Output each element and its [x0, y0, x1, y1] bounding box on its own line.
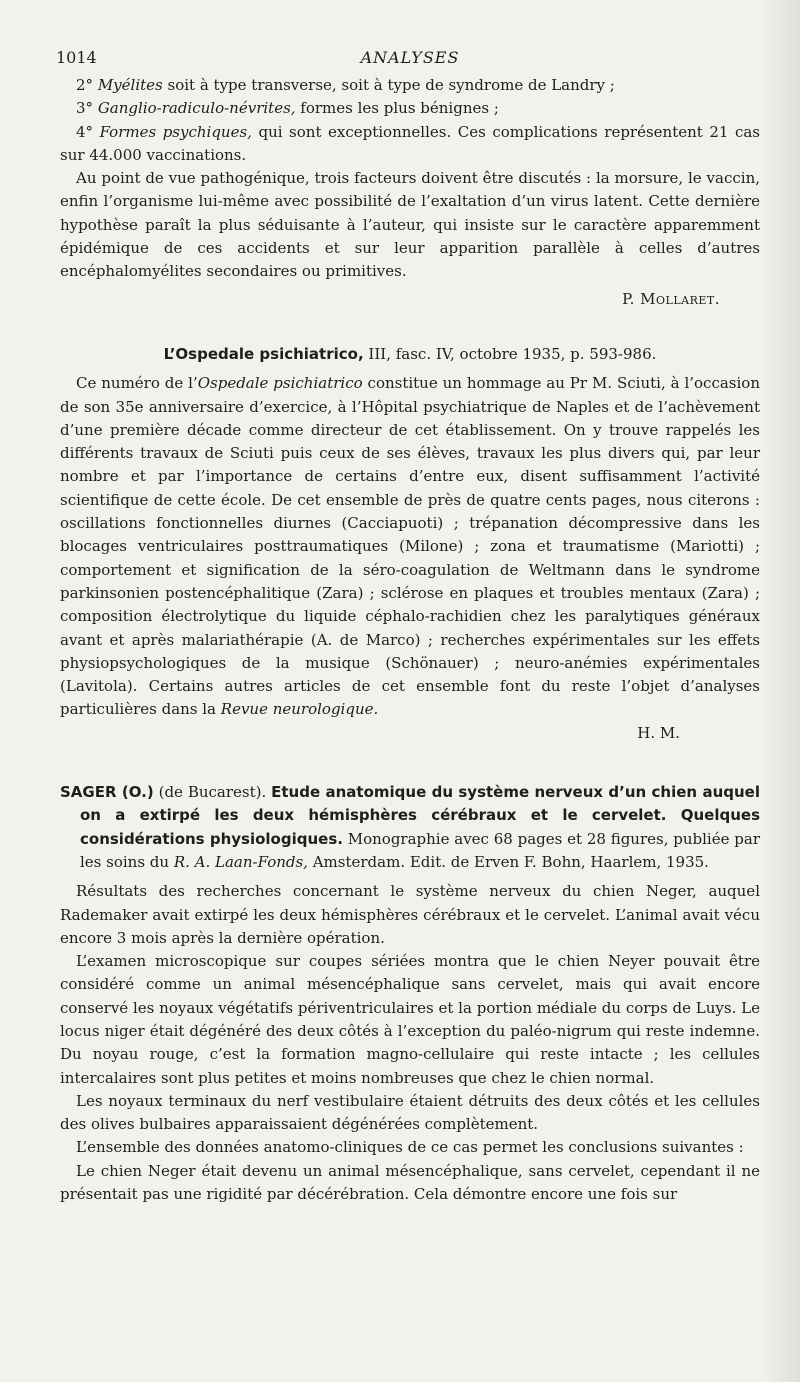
article-title: Etude anatomique du système nerveux d’un chien auquel on a extirpé les deux hémisphères cérébraux et le cervelet. Quelques considérations physiologiques.: [80, 783, 760, 848]
text-run: Ce numéro de l’: [76, 374, 198, 393]
list-text: formes les plus bénignes ;: [295, 99, 499, 118]
journal-details: III, fasc. IV, octobre 1935, p. 593-986.: [363, 344, 657, 363]
list-term: Ganglio-radiculo-névrites,: [97, 99, 296, 118]
list-item: [60, 74, 760, 97]
signature: P. Mollaret.: [622, 289, 720, 308]
article-desc: Monographie avec 68 pages et 28 figures, publiée par les soins du: [80, 829, 760, 871]
list-item: [60, 121, 760, 168]
signature: H. M.: [637, 723, 680, 742]
paragraph: Les noyaux terminaux du nerf vestibulaire étaient détruits des deux côtés et les cellules des olives bulbaires apparaissaient dégénérées complètement.: [60, 1091, 760, 1134]
paragraph: L’ensemble des données anatomo-cliniques de ce cas permet les conclusions suivantes :: [76, 1138, 744, 1157]
paragraph: Résultats des recherches concernant le système nerveux du chien Neger, auquel Rademaker avait extirpé les deux hémisphères cérébraux et le cervelet. L’animal avait vécu encore 3 mois après la dernière opération.: [60, 882, 760, 947]
page-header: [56, 48, 760, 74]
article-desc: Amsterdam. Edit. de Erven F. Bohn, Haarlem, 1935.: [307, 852, 709, 871]
page: [56, 48, 760, 1206]
journal-title: L’Ospedale psichiatrico,: [163, 344, 364, 363]
list-number: 4°: [76, 122, 94, 141]
list-term: Myélites: [97, 76, 163, 94]
paragraph: L’examen microscopique sur coupes sériées montra que le chien Neyer pouvait être considéré comme un animal mésencéphalique sans cervelet, mais qui avait encore conservé les noyaux végétatifs périventriculaires et la portion médiale du corps de Luys. Le locus niger était dégénéré des deux côtés à l’exception du paléo-nigrum qui reste indemne. Du noyau rouge, c’est la formation magno-cellulaire qui reste intacte ; les cellules intercalaires sont plus petites et moins nombreuses que chez le chien normal.: [60, 952, 760, 1087]
article-heading: [60, 781, 760, 874]
page-number: 1014: [56, 48, 97, 67]
article-heading: [60, 343, 760, 366]
affiliation: (de Bucarest).: [153, 783, 272, 802]
list-term: Formes psychiques,: [99, 122, 252, 141]
list-number: 3°: [76, 99, 94, 118]
author: SAGER (O.): [60, 783, 154, 802]
text-run: constitue un hommage au Pr M. Sciuti, à l’occasion de son 35e anniversaire d’exercice, à l’Hôpital psychiatrique de Naples et de l’achèvement d’une première décade comme directeur de cet établissement. On y trouve rappelés les différents travaux de Sciuti puis ceux de ses élèves, travaux les plus divers qui, par leur nombre et par l’importance de certains d’entre eux, disent suffisamment l’activité scientifique de cette école. De cet ensemble de près de quatre cents pages, nous citerons : oscillations fonctionnelles diurnes (Cacciapuoti) ; trépanation décompressive dans les blocages ventriculaires posttraumatiques (Milone) ; zona et traumatisme (Mariotti) ; comportement et signification de la séro-coagulation de Weltmann dans le syndrome parkinsonien postencéphalitique (Zara) ; sclérose en plaques et troubles mentaux (Zara) ; composition électrolytique du liquide céphalo-rachidien chez les paralytiques généraux avant et après malariathérapie (A. de Marco) ; recherches expérimentales sur les effets physiopsychologiques de la musique (Schönauer) ; neuro-anémies expérimentales (Lavitola). Certains autres articles de cet ensemble font du reste l’objet d’analyses particulières dans la: [60, 374, 760, 719]
page-edge-shadow: [760, 0, 800, 1382]
paragraph: Au point de vue pathogénique, trois facteurs doivent être discutés : la morsure, le vaccin, enfin l’organisme lui-même avec possibilité de l’exaltation d’un virus latent. Cette dernière hypothèse paraît la plus séduisante à l’auteur, qui insiste sur le caractère apparemment épidémique de ces accidents et sur leur apparition parallèle à celles d’autres encéphalomyélites secondaires ou primitives.: [60, 169, 760, 281]
running-title: ANALYSES: [360, 48, 460, 67]
list-text: qui sont exceptionnelles. Ces complications représentent 21 cas sur 44.000 vaccinations.: [60, 122, 760, 164]
publisher: R. A. Laan-Fonds,: [173, 852, 308, 871]
paragraph: Le chien Neger était devenu un animal mésencéphalique, sans cervelet, cependant il ne présentait pas une rigidité par décérébration. Cela démontre encore une fois sur: [60, 1161, 760, 1204]
paragraph: [60, 372, 760, 721]
list-item: [60, 97, 760, 120]
journal-name: Revue neurologique.: [220, 700, 379, 719]
list-number: 2°: [76, 76, 94, 94]
journal-name: Ospedale psichiatrico: [197, 374, 363, 393]
list-text: soit à type transverse, soit à type de syndrome de Landry ;: [162, 76, 615, 94]
